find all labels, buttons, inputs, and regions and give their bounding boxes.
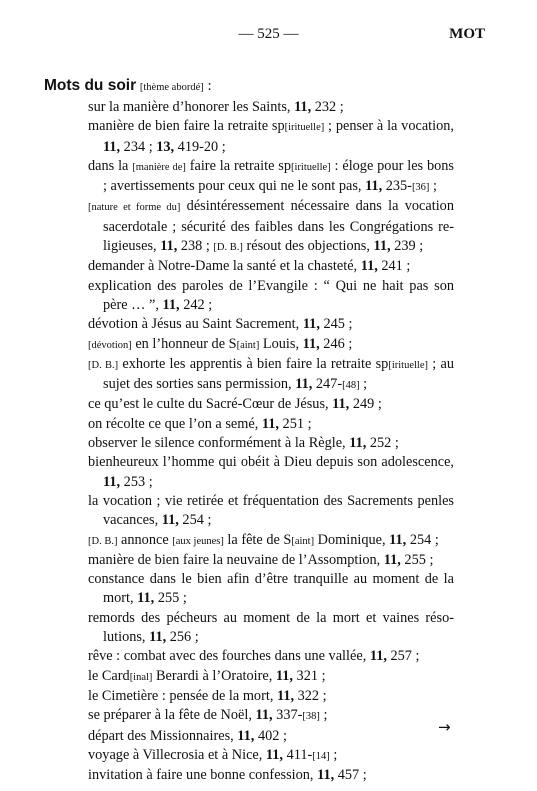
index-entry [88, 727, 454, 746]
heading-note: [thème abordé] [139, 82, 204, 93]
volume-number: 11, [365, 178, 383, 195]
entry-text: faire la retraite sp [185, 157, 291, 174]
entry-text: explication des paroles de l’Evangile : “ Qui ne hait pas son père … ”, [88, 277, 454, 313]
entry-text: 321 ; [292, 667, 326, 684]
entry-text: 257 ; [386, 648, 420, 665]
entry-text: demander à Notre-Dame la santé et la chasteté, [88, 258, 361, 275]
heading-title: Mots du soir [44, 77, 137, 94]
entry-text: 234 ; [120, 138, 157, 155]
entry-text: ce qu’est le culte du Sacré-Cœur de Jésus, [88, 396, 333, 413]
entry-text: 245 ; [319, 316, 353, 333]
entry-text: constance dans le bien afin d’être tranquille au moment de la mort, [88, 571, 454, 607]
index-entry [88, 492, 454, 531]
editorial-insert: [aint] [236, 339, 260, 351]
entry-text: annonce [117, 531, 173, 548]
entry-text: 247- [312, 376, 343, 393]
editorial-insert: [dévotion] [88, 339, 132, 351]
editorial-insert: [D. B.] [88, 359, 119, 371]
entry-text: manière de bien faire la neuvaine de l’Assomption, [88, 551, 384, 568]
entry-text: exhorte les apprentis à bien faire la retraite sp [118, 355, 389, 372]
index-entry [88, 415, 454, 434]
index-entry [88, 197, 454, 257]
editorial-insert: [D. B.] [88, 535, 118, 547]
volume-number: 11, [383, 551, 401, 568]
entry-text: 256 ; [166, 629, 199, 646]
index-entry [88, 277, 454, 316]
entry-text: 238 ; [177, 238, 214, 255]
editorial-insert: [14] [312, 750, 330, 762]
entry-text: invitation à faire une bonne confession, [88, 767, 318, 784]
entry-text: Berardi à l’Oratoire, [152, 667, 276, 684]
index-entry [88, 647, 454, 666]
index-entry [88, 315, 454, 334]
volume-number: 11, [162, 296, 180, 313]
entry-text: : éloge pour les bons ; avertissements pour ceux qui ne le sont pas, [103, 157, 454, 195]
entry-text: Louis, [259, 335, 303, 352]
volume-number: 11, [137, 590, 155, 607]
entry-text: désintéressement nécessaire dans la vocation sacerdotale ; sécurité des faibles dans les Congrégations religieuses, [103, 198, 454, 255]
volume-number: 11, [275, 667, 293, 684]
index-entry [88, 746, 454, 766]
volume-number: 11, [261, 415, 279, 432]
index-entry [88, 609, 454, 648]
continuation-arrow-icon: → [438, 718, 451, 736]
volume-number: 11, [302, 335, 320, 352]
entry-text: dévotion à Jésus au Saint Sacrement, [88, 316, 303, 333]
entry-text: Dominique, [314, 531, 390, 548]
volume-number: 11, [276, 687, 295, 704]
entry-text: 246 ; [319, 335, 353, 352]
entry-text: le Card [88, 667, 130, 684]
entry-text: départ des Missionnaires, [88, 727, 238, 744]
volume-number: 11, [237, 727, 255, 744]
index-entry [88, 98, 454, 117]
index-entry [88, 335, 454, 355]
index-entry [88, 667, 454, 687]
volume-number: 11, [369, 648, 387, 665]
entry-text: remords des pécheurs au moment de la mort et vaines résolutions, [88, 609, 454, 646]
entry-text: 252 ; [366, 435, 399, 452]
volume-number: 11, [317, 767, 335, 784]
volume-number: 11, [295, 376, 313, 393]
editorial-insert: [nature et forme du] [88, 202, 181, 214]
editorial-insert: [inal] [129, 671, 153, 683]
volume-number: 11, [332, 396, 350, 413]
entry-text: ; penser à la vocation, [324, 118, 454, 135]
page-number: — 525 — [238, 26, 299, 42]
entry-text: ; au sujet des sorties sans permission, [103, 355, 454, 393]
entry-text: sur la manière d’honorer les Saints, [88, 99, 295, 115]
entry-text: le Cimetière : pensée de la mort, [88, 687, 277, 704]
volume-number: 11, [373, 238, 391, 255]
index-entry [88, 531, 454, 551]
volume-number: 11, [389, 531, 407, 548]
entry-text: résout des objections, [242, 238, 374, 255]
volume-number: 11, [103, 138, 121, 155]
page-header [0, 26, 537, 46]
entry-text: 254 ; [406, 531, 439, 548]
entry-text: 241 ; [377, 258, 411, 275]
index-entry [88, 434, 454, 453]
entry-text: la fête de S [223, 531, 292, 548]
volume-number: 11, [360, 258, 378, 275]
volume-number: 11, [161, 512, 179, 529]
entry-text: 457 ; [334, 767, 367, 784]
entry-text: 251 ; [278, 415, 312, 432]
entry-text: 419-20 ; [174, 138, 226, 155]
entry-text: en l’honneur de S [131, 335, 237, 352]
volume-number: 11, [302, 316, 320, 333]
entry-text: on récolte ce que l’on a semé, [88, 415, 262, 432]
volume-number: 11, [349, 435, 367, 452]
editorial-insert: [irituelle] [388, 359, 428, 371]
entry-text: voyage à Villecrosia et à Nice, [88, 746, 266, 763]
running-head: MOT [449, 26, 485, 42]
index-entry [88, 355, 454, 396]
entry-text: 235- [382, 178, 412, 195]
index-entry [88, 257, 454, 276]
heading-colon: : [203, 78, 212, 94]
index-entry [88, 551, 454, 570]
editorial-insert: [38] [302, 711, 320, 723]
entry-text: rêve : combat avec des fourches dans une vallée, [88, 648, 370, 665]
entry-text: bienheureux l’homme qui obéit à Dieu depuis son adolescence, [88, 454, 454, 471]
volume-number: 11, [265, 746, 284, 763]
entry-text: 253 ; [120, 473, 153, 490]
entry-text: 232 ; [311, 99, 344, 115]
editorial-insert: [irituelle] [291, 161, 331, 173]
entry-text: 249 ; [349, 396, 382, 413]
entry-text: se préparer à la fête de Noël, [88, 707, 256, 724]
index-entry [88, 766, 454, 785]
entry-text: ; [429, 178, 437, 195]
index-heading [44, 76, 454, 98]
editorial-insert: [aint] [291, 535, 315, 547]
index-entry [88, 687, 454, 706]
entry-text: 242 ; [179, 296, 213, 313]
volume-number: 11, [294, 99, 312, 115]
entry-text: 337- [272, 707, 303, 724]
entry-list [44, 98, 454, 785]
editorial-insert: [irituelle] [284, 122, 325, 134]
entry-text: 254 ; [178, 512, 212, 529]
editorial-insert: [D. B.] [213, 242, 243, 254]
editorial-insert: [36] [411, 182, 430, 194]
entry-text: ; [329, 746, 338, 763]
entry-text: 402 ; [254, 727, 287, 744]
index-body [44, 76, 454, 785]
index-entry [88, 395, 454, 414]
volume-number: 11, [103, 473, 121, 490]
index-entry [88, 117, 454, 157]
index-entry [88, 453, 454, 492]
entry-text: ; [359, 376, 368, 393]
volume-number: 11, [255, 707, 273, 724]
index-entry [88, 157, 454, 198]
index-entry [88, 706, 454, 726]
editorial-insert: [48] [342, 380, 360, 392]
entry-text: 255 ; [400, 551, 434, 568]
index-entry [88, 570, 454, 609]
entry-text: dans la [88, 157, 133, 174]
volume-number: 13, [156, 138, 175, 155]
entry-text: 239 ; [390, 238, 424, 255]
volume-number: 11, [149, 629, 167, 646]
volume-number: 11, [160, 238, 178, 255]
entry-text: 411- [283, 746, 313, 763]
entry-text: 255 ; [154, 590, 187, 607]
entry-text: 322 ; [294, 687, 327, 704]
entry-text: manière de bien faire la retraite sp [88, 118, 285, 135]
editorial-insert: [manière de] [132, 161, 186, 173]
editorial-insert: [aux jeunes] [172, 535, 224, 547]
entry-text: ; [319, 707, 328, 724]
entry-text: observer le silence conformément à la Règle, [88, 435, 350, 452]
entry-text: la vocation ; vie retirée et fréquentation des Sacrements penles vacances, [88, 492, 454, 529]
